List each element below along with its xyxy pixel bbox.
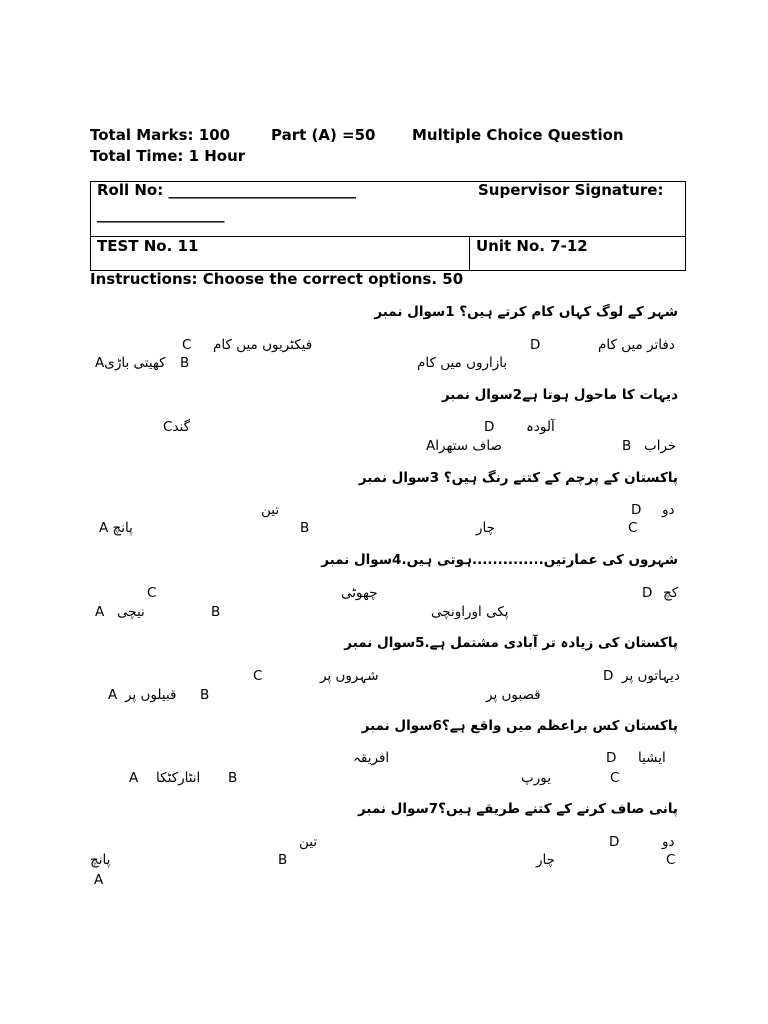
q4-option-a-text[interactable]: نیچی xyxy=(117,604,145,620)
q3-option-d-letter[interactable]: D xyxy=(631,502,642,518)
q3-option-d-text-left[interactable]: تین xyxy=(261,502,280,518)
q3-option-a[interactable]: A پانچ xyxy=(99,520,133,536)
q6-option-a-text[interactable]: انٹارکٹکا xyxy=(156,770,201,786)
q4-option-b-text[interactable]: پکی اوراونچی xyxy=(431,604,509,620)
q6-option-b-text[interactable]: یورپ xyxy=(521,770,551,786)
question-5-text: پاکستان کی زیادہ تر آبادی مشتمل ہے.5سوال نمبر xyxy=(344,635,678,651)
q6-option-b-letter[interactable]: B xyxy=(228,770,238,786)
q4-option-a-letter[interactable]: A xyxy=(95,604,105,620)
question-6-text: پاکستان کس براعظم میں واقع ہے؟6سوال نمبر xyxy=(361,718,678,734)
total-time: Total Time: 1 Hour xyxy=(90,147,246,165)
q4-option-d-letter[interactable]: D xyxy=(642,585,653,601)
q6-option-a-letter[interactable]: A xyxy=(129,770,139,786)
q7-option-text-left[interactable]: تین xyxy=(299,834,318,850)
q7-option-a-letter[interactable]: A xyxy=(94,872,104,888)
q1-option-d-text[interactable]: دفاتر میں کام xyxy=(598,337,675,353)
q4-option-b-letter[interactable]: B xyxy=(211,604,221,620)
q2-option-d-letter[interactable]: D xyxy=(484,419,495,435)
q1-option-b-text[interactable]: بازاروں میں کام xyxy=(417,355,508,371)
q3-option-c-letter[interactable]: C xyxy=(628,520,638,536)
question-7-text: پانی صاف کرنے کے کتنے طریقے ہیں؟7سوال نمبر xyxy=(357,801,678,817)
q3-option-b-letter[interactable]: B xyxy=(300,520,310,536)
q7-option-a-text[interactable]: پانچ xyxy=(90,852,111,868)
q5-option-b-text[interactable]: قصبوں پر xyxy=(486,687,541,703)
mcq-heading: Multiple Choice Question xyxy=(412,126,624,144)
q7-option-c-letter[interactable]: C xyxy=(666,852,676,868)
q1-option-c-text[interactable]: فیکٹریوں میں کام xyxy=(213,337,313,353)
info-box-col-divider xyxy=(469,236,470,271)
question-3-text: پاکستان کے پرچم کے کتنے رنگ ہیں؟ 3سوال نمبر xyxy=(358,470,678,486)
q7-option-b-text[interactable]: چار xyxy=(536,852,555,868)
q1-option-c-letter[interactable]: C xyxy=(182,337,192,353)
q7-option-b-letter[interactable]: B xyxy=(278,852,288,868)
q4-option-c-text[interactable]: چھوٹی xyxy=(341,585,378,601)
q3-option-text-right[interactable]: دو xyxy=(662,502,675,518)
q6-option-text-left[interactable]: افریقہ xyxy=(353,750,390,766)
q4-option-d-text[interactable]: کچ xyxy=(663,585,679,601)
q5-option-b-letter[interactable]: B xyxy=(200,687,210,703)
q5-option-d-letter[interactable]: D xyxy=(603,668,614,684)
roll-no-field-continued: _________________ xyxy=(97,205,225,223)
supervisor-signature-label: Supervisor Signature: xyxy=(478,181,664,199)
q2-option-b-text[interactable]: خراب xyxy=(644,438,677,454)
q2-option-d-text[interactable]: آلودہ xyxy=(526,419,555,435)
q6-option-c-letter[interactable]: C xyxy=(610,770,620,786)
question-1-text: شہر کے لوگ کہاں کام کرتے ہیں؟ 1سوال نمبر xyxy=(374,304,678,320)
q1-option-d-letter[interactable]: D xyxy=(530,337,541,353)
part-a-marks: Part (A) =50 xyxy=(271,126,376,144)
q4-option-c-letter[interactable]: C xyxy=(147,585,157,601)
q5-option-c-text[interactable]: شہروں پر xyxy=(320,668,379,684)
total-marks: Total Marks: 100 xyxy=(90,126,231,144)
question-4-text: شہروں کی عمارتیں..............ہوتی ہیں.4سوال نمبر xyxy=(321,552,678,568)
q3-option-b-text[interactable]: چار xyxy=(476,520,495,536)
q2-option-c[interactable]: گندC xyxy=(163,419,191,435)
q6-option-d-letter[interactable]: D xyxy=(606,750,617,766)
q6-option-d-text[interactable]: ایشیا xyxy=(638,750,666,766)
q1-option-a[interactable]: کھیتی باڑیA xyxy=(95,355,166,371)
question-2-text: دیہات کا ماحول ہوتا ہے2سوال نمبر xyxy=(441,387,678,403)
q7-option-d-letter[interactable]: D xyxy=(609,834,620,850)
q5-option-c-letter[interactable]: C xyxy=(253,668,263,684)
q5-option-a-letter[interactable]: A xyxy=(108,687,118,703)
test-number: TEST No. 11 xyxy=(97,237,199,255)
unit-number: Unit No. 7-12 xyxy=(476,237,588,255)
q5-option-a-text[interactable]: قبیلوں پر xyxy=(125,687,177,703)
q2-option-a[interactable]: صاف ستھراA xyxy=(426,438,502,454)
q7-option-d-text[interactable]: دو xyxy=(662,834,675,850)
q5-option-d-text[interactable]: دیہاتوں پر xyxy=(622,668,680,684)
q2-option-b-letter[interactable]: B xyxy=(622,438,632,454)
instructions: Instructions: Choose the correct options. 50 xyxy=(90,270,464,288)
q1-option-b-letter[interactable]: B xyxy=(180,355,190,371)
roll-no-field[interactable]: Roll No: _________________________ xyxy=(97,181,356,199)
